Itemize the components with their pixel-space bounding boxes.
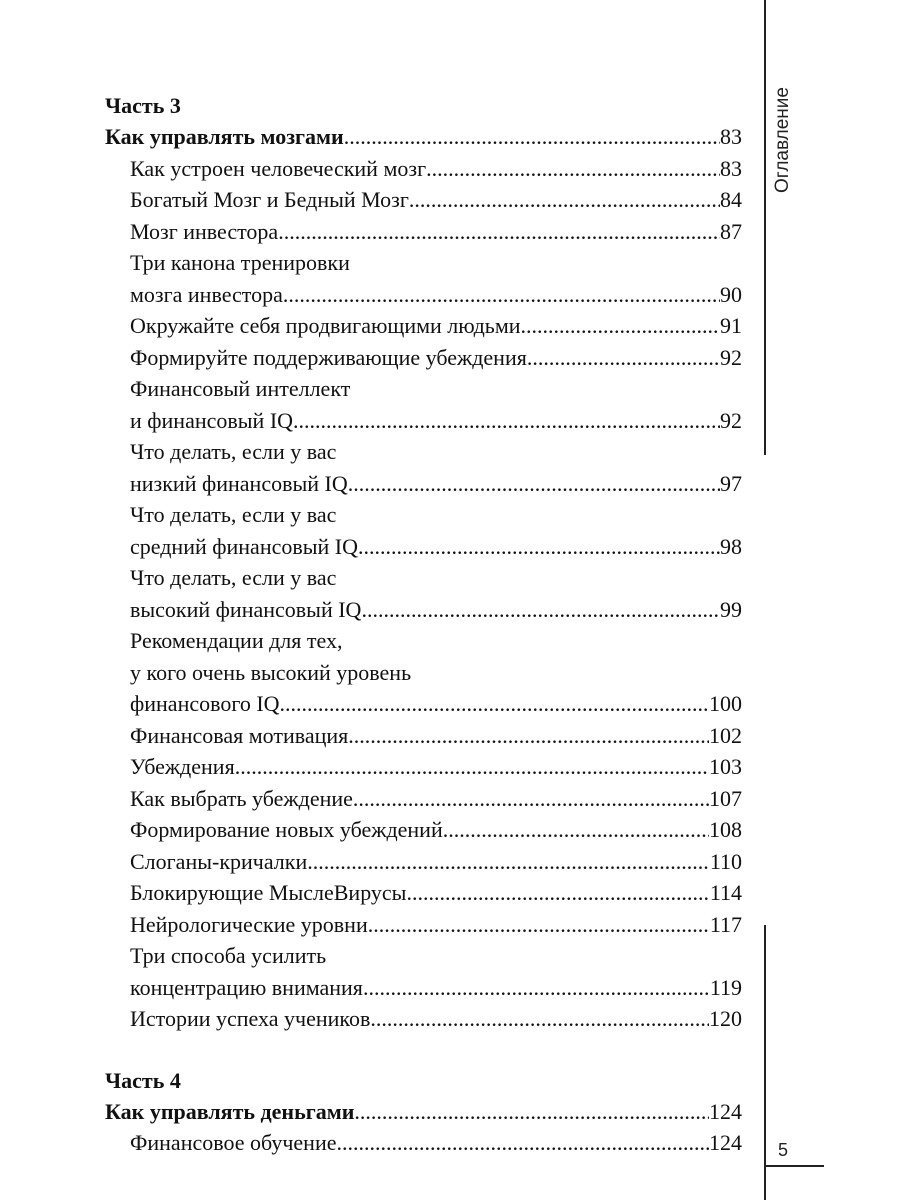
toc-entry [105, 184, 742, 216]
toc-entry-title: Как выбрать убеждение [130, 785, 353, 811]
toc-entry-title: средний финансовый IQ [130, 533, 359, 559]
running-head-text: Оглавление [772, 87, 793, 193]
dot-leader [409, 184, 720, 216]
dot-leader [527, 342, 720, 374]
dot-leader [521, 310, 720, 342]
toc-entry [105, 1127, 742, 1159]
toc-entry-page: 107 [709, 785, 742, 811]
toc-entry-line: Рекомендации для тех, [130, 628, 343, 653]
toc-entry-line: у кого очень высокий уровень [130, 659, 412, 685]
toc-entry-title: Как устроен человеческий мозг [130, 155, 427, 181]
toc-entry-title: мозга инвестора [130, 281, 283, 307]
dot-leader [348, 720, 709, 752]
running-head [768, 80, 798, 200]
toc-entry-page: 110 [709, 848, 742, 874]
toc-entry-title: Формирование новых убеждений [130, 817, 443, 842]
part-3-title-page: 83 [720, 124, 742, 149]
toc-entry-title: Финансовая мотивация [130, 722, 349, 748]
toc-entry-page: 119 [709, 974, 742, 1000]
dot-leader [354, 1096, 709, 1128]
dot-leader [278, 216, 720, 248]
toc-entry-page: 87 [720, 218, 742, 244]
toc-entry-title: Нейрологические уровни [130, 911, 368, 937]
toc-entry-title: Финансовое обучение [130, 1130, 337, 1155]
part-3-entries [105, 153, 742, 1035]
toc-entry-page: 97 [720, 470, 742, 496]
toc-entry [105, 216, 742, 248]
dot-leader [363, 972, 710, 1004]
toc-entry [105, 814, 742, 846]
margin-rule-lower [764, 925, 766, 1200]
toc-entry [105, 436, 742, 499]
toc-entry [105, 720, 742, 752]
toc-entry [105, 342, 742, 374]
dot-leader [358, 531, 720, 563]
page-number: 5 [777, 1140, 788, 1160]
dot-leader [337, 1127, 710, 1159]
toc-entry-page: 114 [709, 880, 742, 905]
dot-leader [283, 279, 720, 311]
toc-entry-line: Что делать, если у вас [130, 565, 337, 590]
margin-rule-upper [764, 0, 766, 455]
dot-leader [353, 783, 709, 815]
toc-entry [105, 499, 742, 562]
dot-leader [368, 909, 710, 941]
toc-entry-page: 124 [709, 1130, 742, 1155]
toc-entry-page: 98 [720, 533, 742, 559]
part-4-title: Как управлять деньгами [105, 1098, 355, 1124]
toc-entry-page: 108 [709, 817, 742, 842]
toc-entry [105, 625, 742, 720]
toc-entry-line: Три способа усилить [130, 943, 327, 968]
dot-leader [307, 846, 710, 878]
toc-entry-page: 117 [709, 911, 742, 937]
part-3-title-entry [105, 121, 742, 153]
toc-entry-title: Блокирующие МыслеВирусы [130, 880, 407, 905]
dot-leader [361, 594, 720, 626]
toc-entry-page: 91 [720, 313, 742, 338]
toc-entry [105, 153, 742, 185]
toc-entry-page: 90 [720, 281, 742, 307]
toc-entry [105, 751, 742, 783]
toc-entry [105, 1003, 742, 1035]
toc-entry-page: 83 [720, 155, 742, 181]
toc-entry-line: Финансовый интеллект [130, 376, 351, 401]
part-3-title: Как управлять мозгами [105, 124, 344, 149]
toc-entry-title: Слоганы-кричалки [130, 848, 308, 874]
toc-entry-line: Три канона тренировки [130, 250, 350, 275]
toc-entry-title: Формируйте поддерживающие убеждения [130, 344, 527, 370]
toc-entry [105, 247, 742, 310]
toc-entry [105, 846, 742, 878]
dot-leader [370, 1003, 709, 1035]
toc-entry [105, 909, 742, 941]
toc-entry [105, 783, 742, 815]
page-number-rule [766, 1165, 824, 1167]
part-4-title-page: 124 [709, 1098, 742, 1124]
toc-entry [105, 373, 742, 436]
part-4-label: Часть 4 [105, 1067, 181, 1093]
toc-entry [105, 562, 742, 625]
toc-entry-page: 92 [720, 407, 742, 433]
table-of-contents [105, 90, 742, 1159]
toc-entry-page: 92 [720, 344, 742, 370]
toc-entry [105, 940, 742, 1003]
dot-leader [348, 468, 720, 500]
toc-entry-line: Что делать, если у вас [130, 502, 337, 527]
toc-entry-title: низкий финансовый IQ [130, 470, 348, 496]
toc-entry-title: и финансовый IQ [130, 407, 294, 433]
toc-entry-page: 103 [709, 754, 742, 779]
dot-leader [235, 751, 709, 783]
part-3-label: Часть 3 [105, 93, 181, 118]
toc-entry-line: Что делать, если у вас [130, 439, 337, 464]
toc-entry [105, 310, 742, 342]
toc-entry-title: Мозг инвестора [130, 218, 279, 244]
dot-leader [426, 153, 720, 185]
toc-entry [105, 877, 742, 909]
part-gap [105, 1035, 742, 1065]
toc-entry-title: финансового IQ [130, 691, 280, 716]
toc-entry-page: 84 [720, 187, 742, 212]
toc-entry-title: Богатый Мозг и Бедный Мозг [130, 187, 409, 212]
part-4-title-entry [105, 1096, 742, 1128]
toc-entry-title: Истории успеха учеников [130, 1006, 371, 1031]
toc-entry-page: 102 [709, 722, 742, 748]
toc-entry-page: 99 [720, 596, 742, 622]
dot-leader [280, 688, 709, 720]
dot-leader [443, 814, 709, 846]
part-4-entries [105, 1127, 742, 1159]
toc-entry-page: 120 [709, 1006, 742, 1031]
toc-entry-title: Убеждения [130, 754, 235, 779]
dot-leader [406, 877, 709, 909]
toc-entry-title: Окружайте себя продвигающими людьми [130, 313, 521, 338]
dot-leader [344, 121, 720, 153]
dot-leader [293, 405, 720, 437]
toc-entry-title: высокий финансовый IQ [130, 596, 362, 622]
toc-entry-page: 100 [709, 691, 742, 716]
toc-entry-title: концентрацию внимания [130, 974, 363, 1000]
